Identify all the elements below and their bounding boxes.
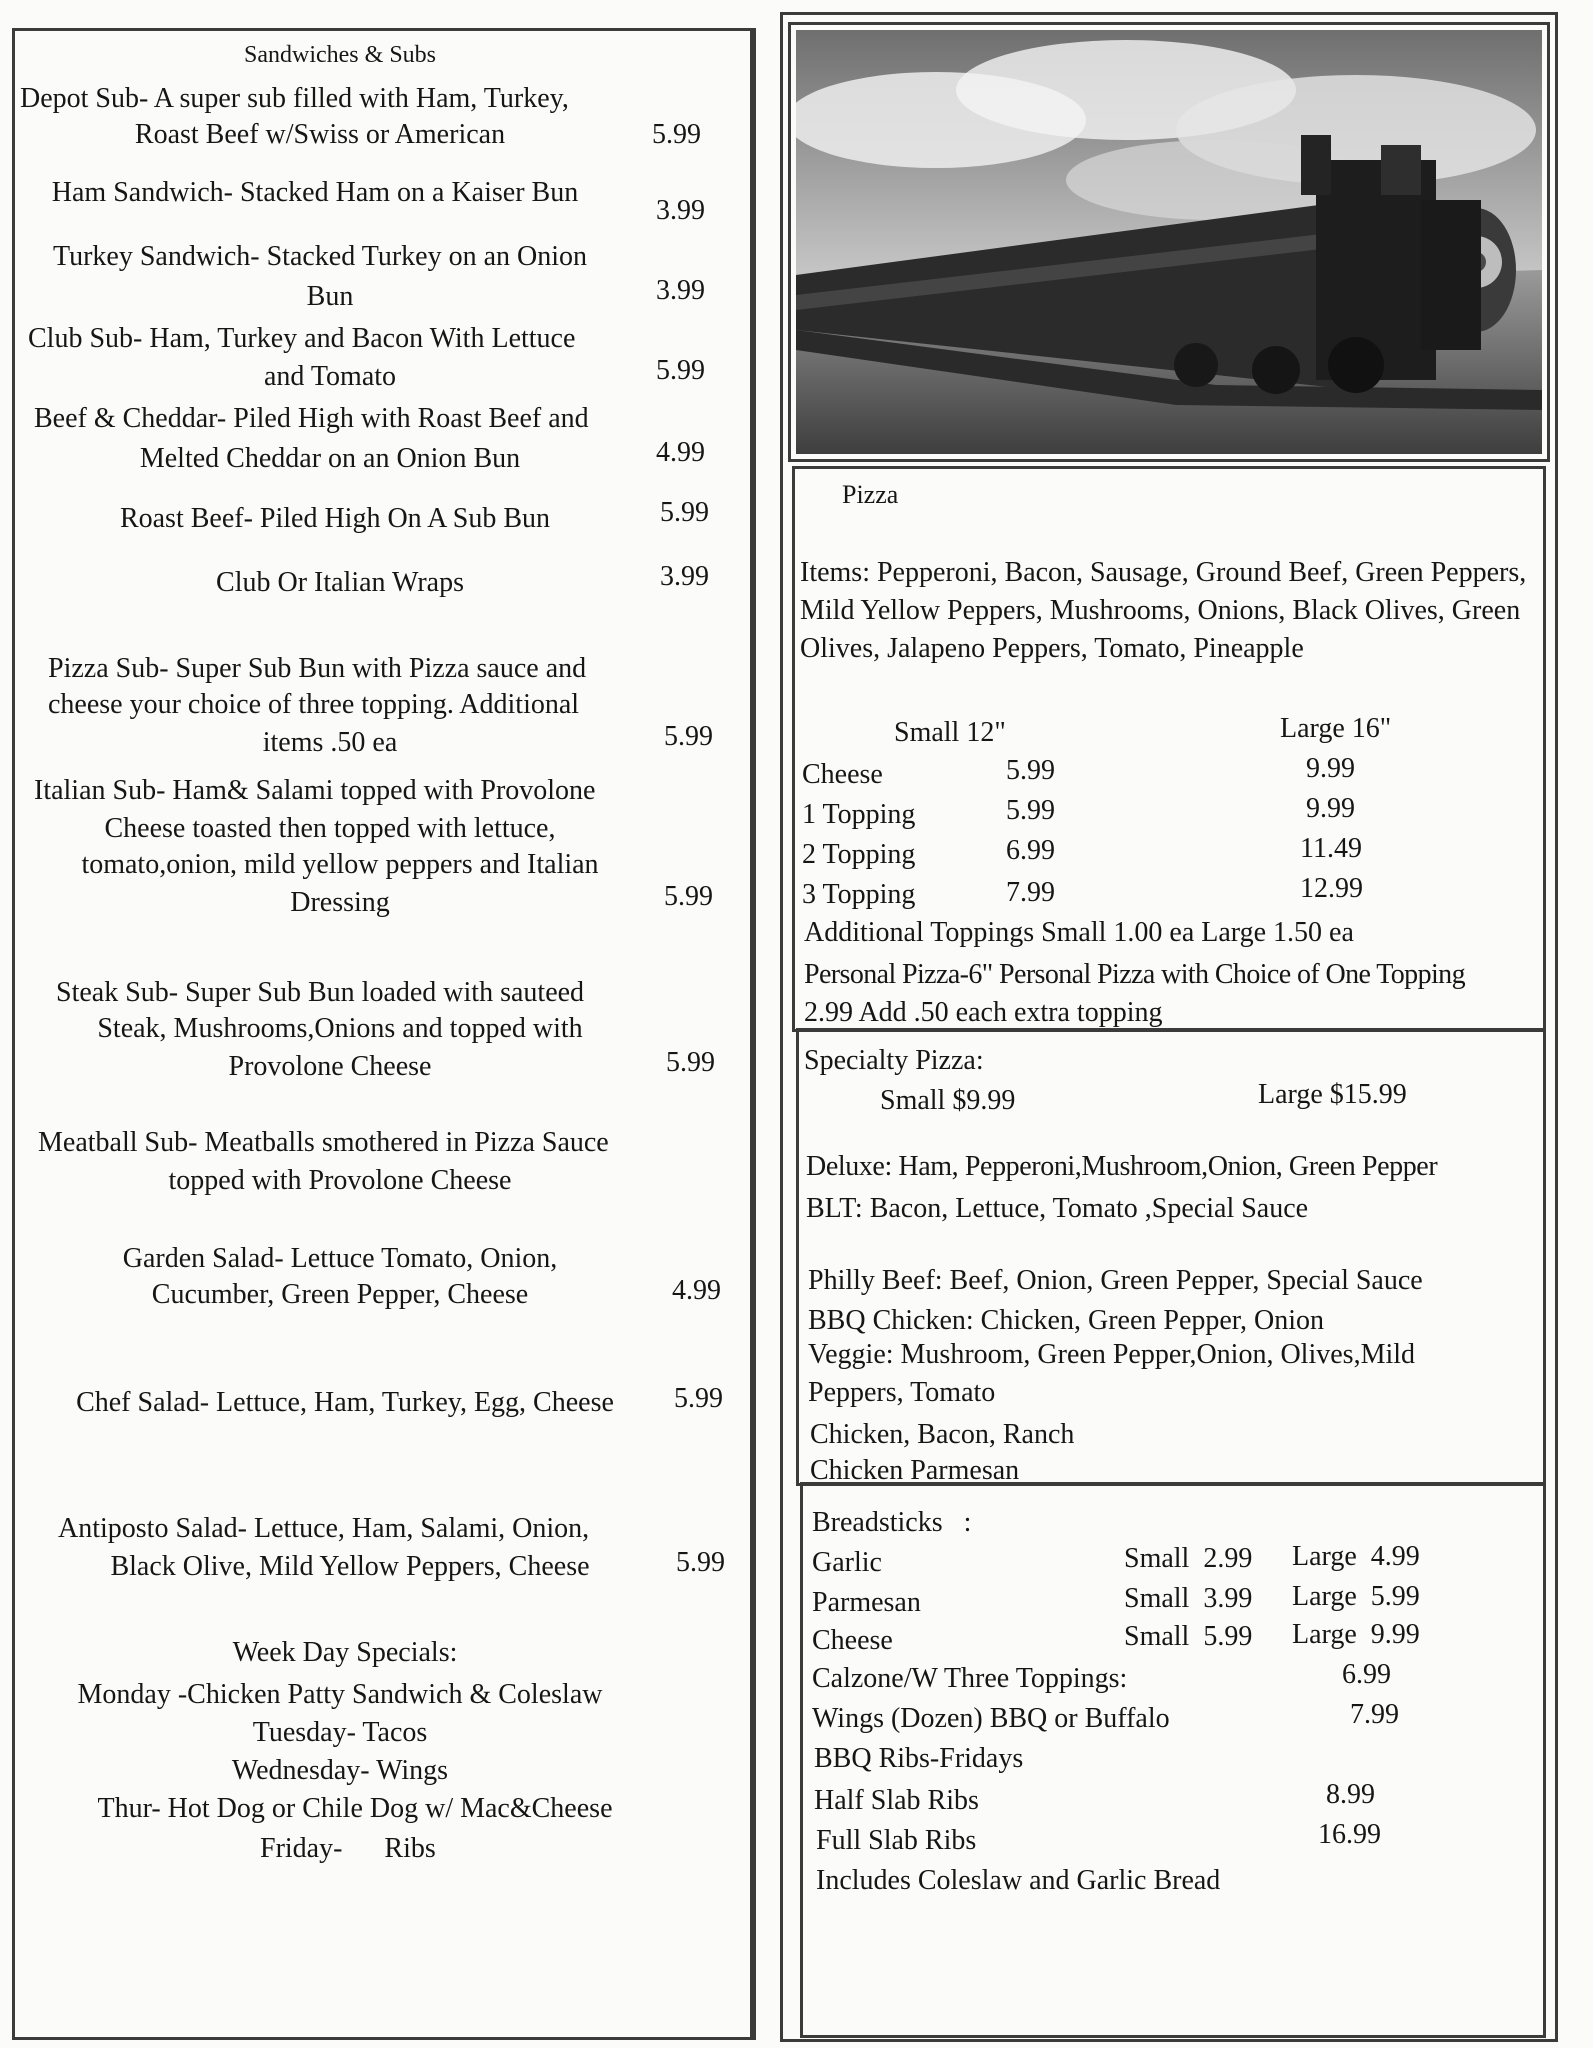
specialty-title: Specialty Pizza:: [804, 1045, 984, 1076]
garden-salad-line-2: Cucumber, Green Pepper, Cheese: [151, 1279, 529, 1310]
full-slab-price: 16.99: [1318, 1819, 1381, 1850]
ham-sandwich-line: Ham Sandwich- Stacked Ham on a Kaiser Bun: [51, 177, 579, 208]
pizza-row-small: 5.99: [1006, 795, 1055, 826]
depot-sub-line-2: Roast Beef w/Swiss or American: [134, 119, 506, 150]
italian-sub-line-1: Italian Sub- Ham& Salami topped with Provolone: [34, 775, 596, 806]
ham-sandwich-price: 3.99: [656, 195, 705, 226]
pizza-sub-price: 5.99: [664, 721, 713, 752]
breadsticks-title: Breadsticks :: [812, 1507, 972, 1538]
pizza-sub-line-3: items .50 ea: [262, 727, 398, 758]
pizza-row-label: Cheese: [802, 759, 883, 790]
specialty-veggie-1: Veggie: Mushroom, Green Pepper,Onion, Olives,Mild: [808, 1339, 1416, 1370]
breadstick-row-small: Small 5.99: [1124, 1621, 1253, 1652]
breadstick-row-label: Garlic: [812, 1547, 882, 1578]
pizza-row-small: 5.99: [1006, 755, 1055, 786]
specialty-chicken-bacon-ranch: Chicken, Bacon, Ranch: [810, 1419, 1075, 1450]
breadstick-row-large: Large 5.99: [1292, 1581, 1420, 1612]
calzone-label: Calzone/W Three Toppings:: [812, 1663, 1128, 1694]
pizza-row-large: 12.99: [1300, 873, 1363, 904]
full-slab-label: Full Slab Ribs: [816, 1825, 977, 1856]
antiposto-salad-line-1: Antiposto Salad- Lettuce, Ham, Salami, Onion,: [58, 1513, 590, 1544]
wraps-price: 3.99: [660, 561, 709, 592]
pizza-row-small: 7.99: [1006, 877, 1055, 908]
wings-price: 7.99: [1350, 1699, 1399, 1730]
gutter-line: [750, 28, 754, 2040]
beef-cheddar-line-1: Beef & Cheddar- Piled High with Roast Beef and: [34, 403, 589, 434]
pizza-row-label: 3 Topping: [802, 879, 916, 910]
beef-cheddar-line-2: Melted Cheddar on an Onion Bun: [139, 443, 521, 474]
italian-sub-line-3: tomato,onion, mild yellow peppers and Italian: [81, 849, 599, 880]
specialty-veggie-2: Peppers, Tomato: [808, 1377, 996, 1408]
garden-salad-price: 4.99: [672, 1275, 721, 1306]
specialty-bbq-chicken: BBQ Chicken: Chicken, Green Pepper, Onion: [808, 1305, 1325, 1336]
turkey-sandwich-line-1: Turkey Sandwich- Stacked Turkey on an Onion: [52, 241, 588, 272]
special-monday: Monday -Chicken Patty Sandwich & Coleslaw: [77, 1679, 603, 1710]
pizza-size-large: Large 16": [1280, 713, 1392, 744]
pizza-row-label: 2 Topping: [802, 839, 916, 870]
meatball-sub-line-1: Meatball Sub- Meatballs smothered in Pizza Sauce: [38, 1127, 609, 1158]
pizza-sub-line-2: cheese your choice of three topping. Additional: [48, 689, 580, 720]
specialty-deluxe: Deluxe: Ham, Pepperoni,Mushroom,Onion, Green Pepper: [806, 1151, 1438, 1182]
special-wednesday: Wednesday- Wings: [231, 1755, 449, 1786]
roast-beef-price: 5.99: [660, 497, 709, 528]
breadstick-row-small: Small 2.99: [1124, 1543, 1253, 1574]
antiposto-salad-price: 5.99: [676, 1547, 725, 1578]
garden-salad-line-1: Garden Salad- Lettuce Tomato, Onion,: [122, 1243, 558, 1274]
meatball-sub-line-2: topped with Provolone Cheese: [168, 1165, 512, 1196]
pizza-sub-line-1: Pizza Sub- Super Sub Bun with Pizza sauce and: [48, 653, 587, 684]
depot-sub-price: 5.99: [652, 119, 701, 150]
personal-pizza-line-1: Personal Pizza-6" Personal Pizza with Choice of One Topping: [804, 959, 1465, 990]
pizza-row-small: 6.99: [1006, 835, 1055, 866]
breadstick-row-label: Parmesan: [812, 1587, 921, 1618]
club-sub-line-2: and Tomato: [263, 361, 397, 392]
ribs-note: Includes Coleslaw and Garlic Bread: [816, 1865, 1221, 1896]
breadstick-row-large: Large 4.99: [1292, 1541, 1420, 1572]
pizza-row-label: 1 Topping: [802, 799, 916, 830]
turkey-sandwich-price: 3.99: [656, 275, 705, 306]
depot-sub-line-1: Depot Sub- A super sub filled with Ham, Turkey,: [20, 83, 569, 114]
wraps-line: Club Or Italian Wraps: [216, 567, 464, 598]
pizza-row-large: 11.49: [1300, 833, 1362, 864]
pizza-row-large: 9.99: [1306, 793, 1355, 824]
special-tuesday: Tuesday- Tacos: [252, 1717, 428, 1748]
pizza-items-text: Items: Pepperoni, Bacon, Sausage, Ground Beef, Green Peppers, Mild Yellow Peppers, Mushrooms, Onions, Black Olives, Green Olives, Jalapeno Peppers, Tomato, Pineapple: [800, 557, 1527, 664]
steak-sub-line-2: Steak, Mushrooms,Onions and topped with: [97, 1013, 583, 1044]
steak-sub-line-3: Provolone Cheese: [228, 1051, 432, 1082]
pizza-title: Pizza: [842, 480, 899, 509]
club-sub-price: 5.99: [656, 355, 705, 386]
personal-pizza-line-2: 2.99 Add .50 each extra topping: [804, 997, 1163, 1028]
wings-label: Wings (Dozen) BBQ or Buffalo: [812, 1703, 1170, 1734]
half-slab-label: Half Slab Ribs: [814, 1785, 979, 1816]
ribs-title: BBQ Ribs-Fridays: [814, 1743, 1024, 1774]
sandwiches-heading: Sandwiches & Subs: [244, 42, 436, 68]
antiposto-salad-line-2: Black Olive, Mild Yellow Peppers, Cheese: [110, 1551, 590, 1582]
steak-sub-price: 5.99: [666, 1047, 715, 1078]
train-photo: [796, 30, 1542, 454]
italian-sub-line-2: Cheese toasted then topped with lettuce,: [104, 813, 556, 844]
club-sub-line-1: Club Sub- Ham, Turkey and Bacon With Lettuce: [28, 323, 576, 354]
calzone-price: 6.99: [1342, 1659, 1391, 1690]
breadstick-row-label: Cheese: [812, 1625, 893, 1656]
specialty-chicken-parmesan: Chicken Parmesan: [810, 1455, 1020, 1486]
specialty-philly: Philly Beef: Beef, Onion, Green Pepper, Special Sauce: [808, 1265, 1423, 1296]
italian-sub-line-4: Dressing: [290, 887, 390, 918]
special-thursday: Thur- Hot Dog or Chile Dog w/ Mac&Cheese: [97, 1793, 613, 1824]
specialty-large-price: Large $15.99: [1258, 1079, 1407, 1110]
specialty-small-price: Small $9.99: [880, 1085, 1016, 1116]
half-slab-price: 8.99: [1326, 1779, 1375, 1810]
roast-beef-line: Roast Beef- Piled High On A Sub Bun: [119, 503, 551, 534]
special-friday: Friday- Ribs: [260, 1833, 436, 1864]
italian-sub-price: 5.99: [664, 881, 713, 912]
pizza-additional-toppings: Additional Toppings Small 1.00 ea Large 1.50 ea: [804, 917, 1354, 948]
specialty-blt: BLT: Bacon, Lettuce, Tomato ,Special Sauce: [806, 1193, 1309, 1224]
pizza-row-large: 9.99: [1306, 753, 1355, 784]
specials-title: Week Day Specials:: [232, 1637, 458, 1668]
breadstick-row-small: Small 3.99: [1124, 1583, 1253, 1614]
pizza-size-small: Small 12": [894, 717, 1006, 748]
beef-cheddar-price: 4.99: [656, 437, 705, 468]
breadstick-row-large: Large 9.99: [1292, 1619, 1420, 1650]
chef-salad-line: Chef Salad- Lettuce, Ham, Turkey, Egg, Cheese: [76, 1387, 614, 1418]
chef-salad-price: 5.99: [674, 1383, 723, 1414]
turkey-sandwich-line-2: Bun: [306, 281, 354, 312]
steak-sub-line-1: Steak Sub- Super Sub Bun loaded with sauteed: [56, 977, 585, 1008]
